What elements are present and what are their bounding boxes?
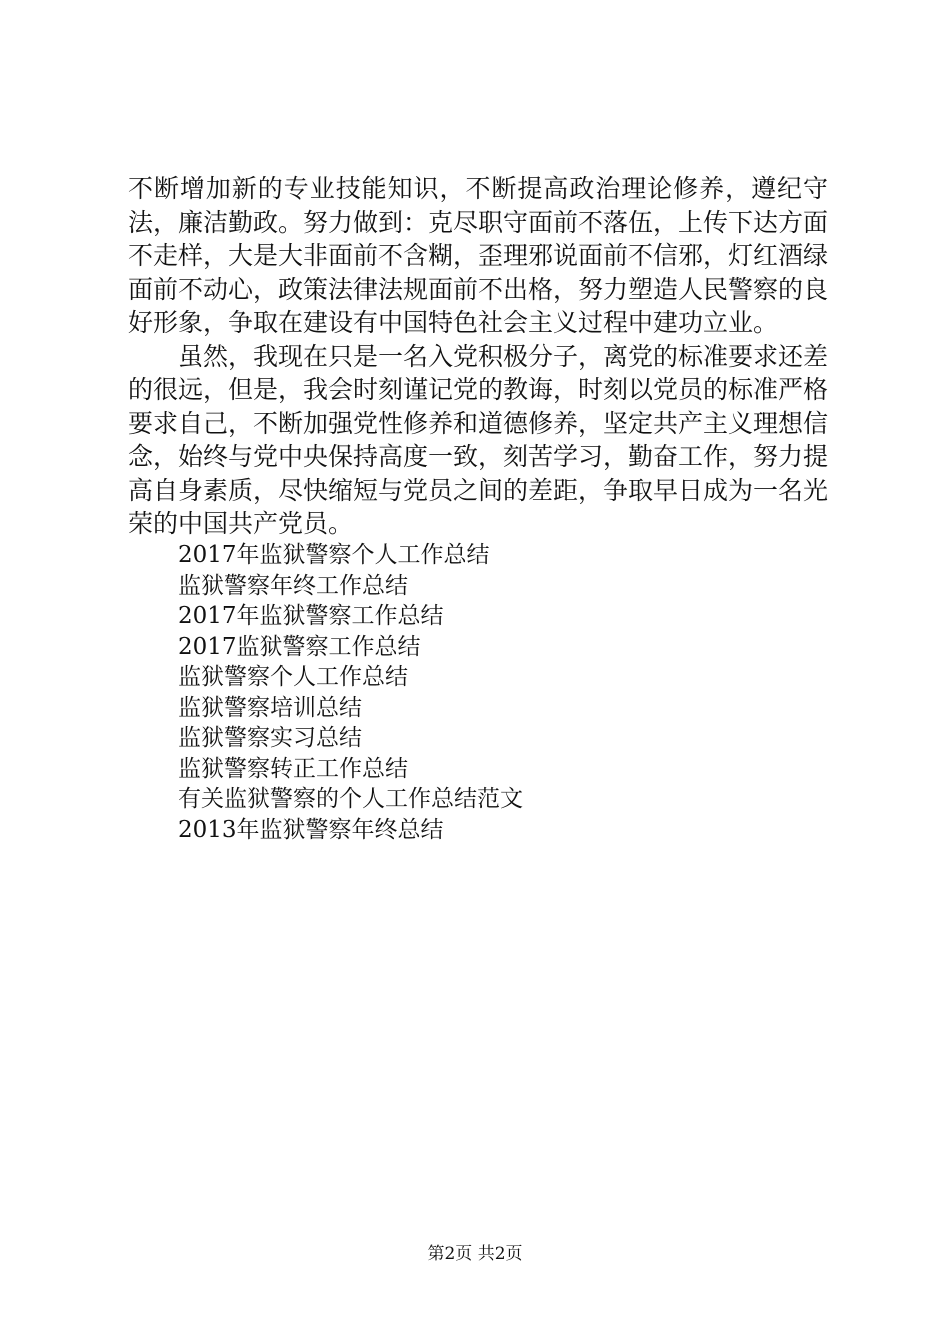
page-number-indicator: 第2页 共2页 xyxy=(427,1244,523,1264)
body-paragraph-2: 虽然，我现在只是一名入党积极分子，离党的标准要求还差的很远，但是，我会时刻谨记党的教诲，时刻以党员的标准严格要求自己，不断加强党性修养和道德修养，坚定共产主义理想信念，始终与党中央保持高度一致，刻苦学习，勤奋工作，努力提高自身素质，尽快缩短与党员之间的差距，争取早日成为一名光荣的中国共产党员。 xyxy=(128,341,829,538)
related-article-link[interactable]: 监狱警察实习总结 xyxy=(178,725,362,751)
related-article-link[interactable]: 2017监狱警察工作总结 xyxy=(178,633,421,660)
related-article-link[interactable]: 2017年监狱警察工作总结 xyxy=(178,603,444,629)
document-body xyxy=(128,172,828,541)
body-paragraph-1: 不断增加新的专业技能知识，不断提高政治理论修养，遵纪守法，廉洁勤政。努力做到：克尽职守面前不落伍，上传下达方面不走样，大是大非面前不含糊，歪理邪说面前不信邪，灯红酒绿面前不动心，政策法律法规面前不出格，努力塑造人民警察的良好形象，争取在建设有中国特色社会主义过程中建功立业。 xyxy=(128,174,829,337)
related-article-link[interactable]: 有关监狱警察的个人工作总结范文 xyxy=(178,786,523,812)
page-footer xyxy=(0,1243,950,1265)
related-article-link[interactable]: 监狱警察培训总结 xyxy=(178,694,362,721)
related-article-link[interactable]: 监狱警察个人工作总结 xyxy=(178,664,408,690)
related-article-link[interactable]: 监狱警察转正工作总结 xyxy=(178,755,408,782)
related-article-link[interactable]: 2013年监狱警察年终总结 xyxy=(178,816,444,843)
related-article-link[interactable]: 监狱警察年终工作总结 xyxy=(178,572,408,599)
related-articles-list xyxy=(178,540,523,845)
related-article-link[interactable]: 2017年监狱警察个人工作总结 xyxy=(178,542,490,568)
